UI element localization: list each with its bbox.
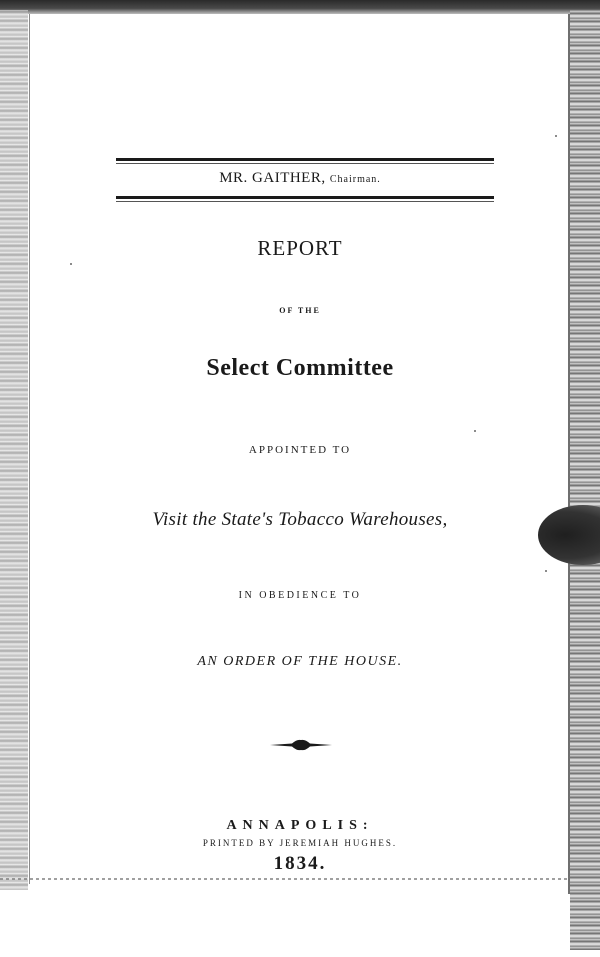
facing-page-edge	[570, 10, 600, 950]
scan-speck	[70, 263, 72, 265]
of-the-line: OF THE	[279, 306, 321, 315]
scan-speck	[555, 135, 557, 137]
appointed-to-line: APPOINTED TO	[248, 444, 352, 456]
double-rule-bottom	[116, 196, 494, 199]
imprint-place: ANNAPOLIS:	[226, 818, 374, 833]
imprint-printer: PRINTED BY JEREMIAH HUGHES.	[202, 838, 398, 848]
chairman-name: MR. GAITHER,	[219, 170, 326, 186]
double-rule-bottom-thin	[116, 201, 494, 202]
imprint-year: 1834.	[273, 853, 327, 874]
bottom-dotted-edge	[0, 878, 570, 880]
scan-top-edge	[0, 0, 600, 14]
order-line: AN ORDER OF THE HOUSE.	[197, 654, 403, 669]
printer-ornament-icon	[270, 738, 332, 752]
obedience-line: IN OBEDIENCE TO	[238, 590, 362, 601]
chairman-line	[0, 170, 600, 187]
chairman-title: Chairman.	[329, 174, 381, 185]
double-rule-top-thin	[116, 163, 494, 164]
committee-heading: Select Committee	[206, 355, 394, 381]
scan-speck	[474, 430, 476, 432]
scan-speck	[545, 570, 547, 572]
purpose-line: Visit the State's Tobacco Warehouses,	[152, 509, 448, 530]
double-rule-top	[116, 158, 494, 161]
report-heading: REPORT	[257, 236, 343, 260]
